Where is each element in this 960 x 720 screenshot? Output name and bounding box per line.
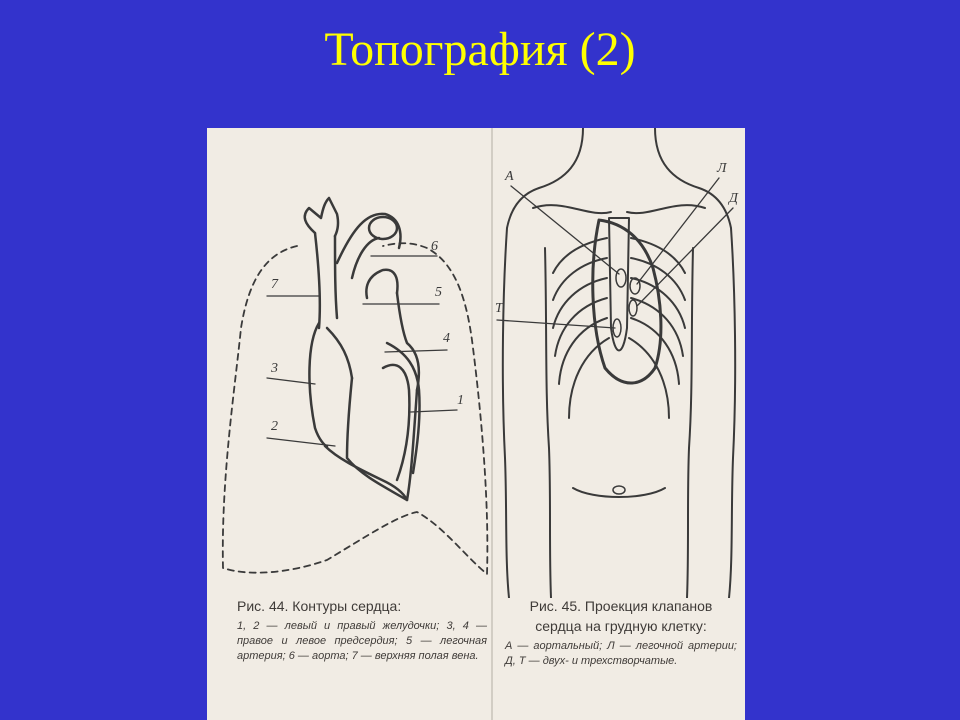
- valve-aortic: [616, 269, 626, 287]
- figure-44-caption: [237, 596, 487, 664]
- clavicles: [533, 205, 611, 213]
- slide-title: Топография (2): [324, 23, 636, 76]
- figure-44-caption-text: 1, 2 — левый и правый желудочки; 3, 4 — правое и левое предсердия; 5 — легочная артерия; 6 — аорта; 7 — верхняя полая вена.: [237, 620, 487, 662]
- chest-outline: [223, 243, 488, 574]
- label-5: 5: [435, 285, 442, 300]
- valve-mitral: [629, 300, 637, 316]
- figure-45-caption-title: Рис. 45. Проекция клапанов сердца на грудную клетку:: [529, 598, 713, 634]
- label-4: 4: [443, 331, 450, 346]
- label-6: 6: [431, 239, 438, 254]
- valve-pulmonary: [630, 278, 640, 294]
- sternum: [609, 218, 629, 351]
- label-a: А: [505, 169, 514, 184]
- label-d: Д: [729, 191, 738, 206]
- pulmonary-artery: [366, 270, 397, 298]
- figure-45-caption-text: А — аортальный; Л — легочной артерии; Д, Т — двух- и трехстворчатые.: [505, 640, 737, 667]
- label-1: 1: [457, 393, 464, 408]
- figure-45-caption: [505, 596, 737, 669]
- label-2: 2: [271, 419, 278, 434]
- chest-valve-projection-diagram: [493, 128, 745, 598]
- figure-44-caption-title: Рис. 44. Контуры сердца:: [237, 598, 402, 614]
- label-3: 3: [271, 361, 278, 376]
- right-atrium: [309, 323, 327, 446]
- superior-vena-cava: [315, 233, 320, 328]
- torso-outline: [503, 128, 583, 598]
- heart-contour-diagram: [207, 128, 491, 598]
- scanned-figure: [207, 128, 745, 720]
- label-l: Л: [717, 161, 727, 176]
- label-t: Т: [495, 301, 503, 316]
- label-7: 7: [271, 277, 278, 292]
